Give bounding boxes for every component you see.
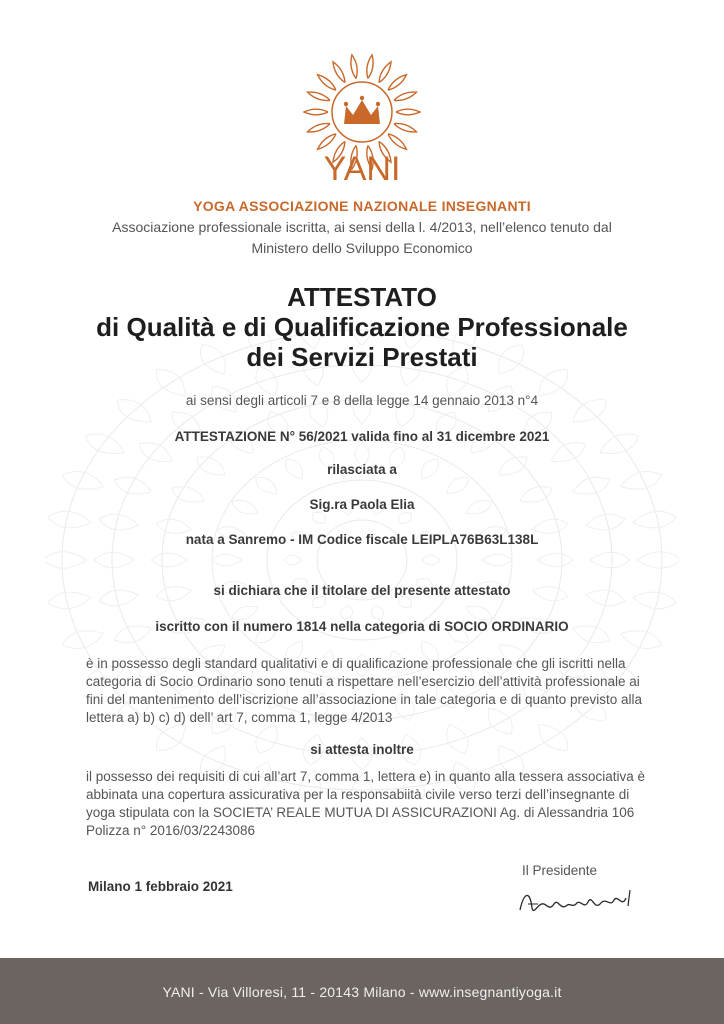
yani-lotus-logo-icon	[300, 40, 424, 190]
mandala-petal	[232, 606, 258, 619]
mandala-petal	[447, 477, 468, 494]
logo-petal	[379, 62, 391, 83]
mandala-petal	[573, 477, 610, 494]
logo-petal	[396, 109, 420, 115]
logo-petal	[351, 55, 357, 79]
holder-name: Sig.ra Paola Elia	[309, 497, 415, 512]
organization-name: YOGA ASSOCIAZIONE NAZIONALE INSEGNANTI	[193, 198, 531, 214]
logo-petal	[307, 92, 330, 100]
certificate-title-line1: ATTESTATO	[287, 282, 437, 312]
brand-text: YANI	[323, 150, 401, 188]
mandala-petal	[399, 597, 412, 608]
holder-birth-details: nata a Sanremo - IM Codice fiscale LEIPLA76B63L138L	[185, 532, 539, 547]
footer-bar	[0, 958, 724, 1024]
president-label: Il Presidente	[522, 863, 598, 878]
mandala-petal	[256, 477, 277, 494]
certificate-title-line2: di Qualità e di Qualificazione Professionale	[96, 312, 628, 342]
organization-description-line2: Ministero dello Sviluppo Economico	[251, 240, 473, 256]
logo-petal	[388, 134, 406, 149]
standards-paragraph: è in possesso degli standard qualitativi e di qualificazione professionale che gli iscritti nella categoria di Socio Ordinario sono tenuti a rispettare nell’esercizio dell’attività professionale ai fini del mantenimento dell’iscrizione all’associazione in tale categoria e di quanto previsto alla lettera a) b) c) d) dell’ art 7, comma 1, legge 4/2013	[86, 656, 643, 725]
mandala-petal	[371, 606, 384, 620]
logo-petal	[307, 123, 330, 131]
mandala-petal	[590, 552, 630, 567]
logo-petal	[318, 134, 336, 149]
mandala-petal	[466, 606, 492, 619]
certificate-title-line3: dei Servizi Prestati	[246, 342, 478, 372]
organization-description-line1: Associazione professionale iscritta, ai sensi della l. 4/2013, nell’elenco tenuto dal	[112, 219, 612, 235]
footer-address: YANI - Via Villoresi, 11 - 20143 Milano - www.insegnantiyoga.it	[162, 984, 562, 1000]
mandala-petal	[94, 552, 134, 567]
mandala-petal	[151, 553, 187, 567]
registration-category: iscritto con il numero 1814 nella categoria di SOCIO ORDINARIO	[155, 619, 569, 634]
place-date: Milano 1 febbraio 2021	[88, 879, 233, 894]
mandala-petal	[552, 443, 585, 462]
signature-image	[514, 880, 639, 922]
mandala-petal	[422, 555, 440, 565]
logo-petal	[394, 123, 417, 131]
logo-petal	[388, 75, 406, 90]
insurance-paragraph: il possesso dei requisiti di cui all’art 7, comma 1, lettera e) in quanto alla tessera associativa è abbinata una copertura assicurativa per la responsabiità civile verso terzi dell’insegnante di yoga stipulata con la SOCIETA’ REALE MUTUA DI ASSICURAZIONI Ag. di Alessandria 106 Polizza n° 2016/03/2243086	[86, 769, 646, 838]
logo-petal	[367, 55, 373, 79]
mandala-petal	[637, 552, 679, 568]
also-attested-heading: si attesta inoltre	[310, 742, 414, 757]
mandala-petal	[482, 554, 512, 565]
mandala-petal	[48, 511, 91, 528]
mandala-petal	[537, 553, 573, 567]
mandala-petal	[312, 512, 325, 523]
logo-petal	[318, 75, 336, 90]
mandala-petal	[114, 477, 151, 494]
attestation-number: ATTESTAZIONE N° 56/2021 valida fino al 31 dicembre 2021	[174, 429, 550, 444]
mandala-petal	[399, 512, 412, 523]
issued-to-label: rilasciata a	[327, 462, 397, 477]
mandala-petal	[139, 443, 172, 462]
logo-petal	[333, 62, 345, 83]
mandala-watermark	[45, 320, 679, 800]
mandala-petal	[45, 552, 87, 568]
logo-petal	[394, 92, 417, 100]
mandala-petal	[312, 597, 325, 608]
mandala-petal	[212, 554, 242, 565]
declaration: si dichiara che il titolare del presente attestato	[213, 583, 511, 598]
logo-petal	[304, 109, 328, 115]
law-reference: ai sensi degli articoli 7 e 8 della legge 14 gennaio 2013 n°4	[185, 393, 539, 408]
mandala-petal	[284, 555, 302, 565]
mandala-petal	[633, 511, 676, 528]
mandala-petal	[340, 606, 353, 620]
